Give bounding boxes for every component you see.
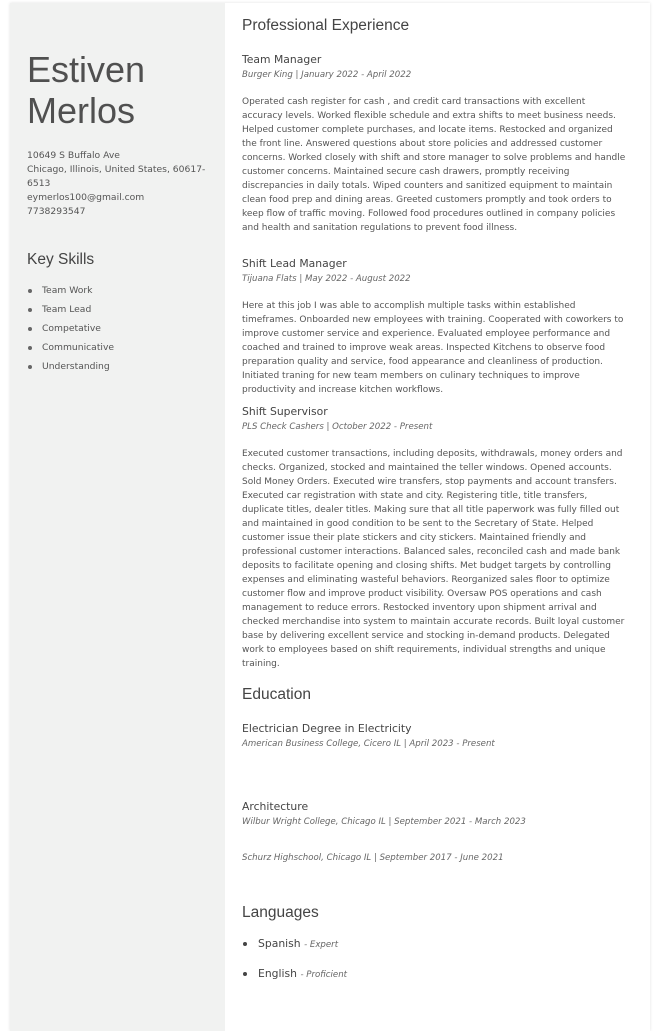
job-entry	[242, 53, 628, 235]
languages-list	[242, 937, 347, 997]
job-meta: Tijuana Flats | May 2022 - August 2022	[242, 274, 411, 284]
experience-title: Professional Experience	[242, 17, 410, 34]
phone: 7738293547	[27, 206, 86, 217]
languages-title: Languages	[242, 904, 319, 921]
sidebar	[10, 3, 225, 1031]
education-title-text: Architecture	[242, 800, 309, 813]
language-item	[242, 967, 347, 997]
candidate-name	[27, 49, 145, 131]
skill-item: Communicative	[27, 342, 114, 361]
skill-item: Team Work	[27, 285, 114, 304]
language-level: - Expert	[304, 940, 339, 950]
job-entry	[242, 405, 628, 671]
address-line1: 10649 S Buffalo Ave	[27, 150, 120, 161]
skill-item: Understanding	[27, 361, 114, 380]
main-content	[225, 3, 650, 1031]
education-meta: Wilbur Wright College, Chicago IL | September 2021 - March 2023	[242, 817, 526, 827]
job-description: Here at this job I was able to accomplish multiple tasks within established timeframes. Onboarded new employees with training. Cooperated with coworkers to improve customer service and experience. Evaluated employee performance and coached and trained to improve weak areas. Inspected Kitchens to observe food preparation quality and service, food appearance and cleanliness of production. Initiated traning for new team members on culinary techniques to improve productivity and increase kitchen workflows.	[242, 301, 624, 395]
job-meta: PLS Check Cashers | October 2022 - Present	[242, 422, 433, 432]
language-level: - Proficient	[300, 970, 348, 980]
skills-title: Key Skills	[27, 251, 95, 268]
education-entry	[242, 800, 628, 828]
skill-item: Competative	[27, 323, 114, 342]
job-title: Shift Lead Manager	[242, 257, 347, 270]
skills-list	[27, 285, 114, 380]
job-title: Shift Supervisor	[242, 405, 328, 418]
education-title: Education	[242, 686, 311, 703]
education-title-text: Electrician Degree in Electricity	[242, 722, 412, 735]
resume-page	[10, 3, 650, 1031]
language-item	[242, 937, 347, 967]
education-entry	[242, 722, 628, 750]
job-title: Team Manager	[242, 53, 322, 66]
job-description: Executed customer transactions, including deposits, withdrawals, money orders and checks. Organized, stocked and maintained the teller windows. Opened accounts. Sold Money Orders. Executed wire transfers, stop payments and account transfers. Executed car registration with state and city. Registering title, title transfers, duplicate titles, dealer titles. Making sure that all title paperwork was fully filled out and maintained in good condition to be sent to the Secretary of State. Helped customer issue their plate stickers and city stickers. Maintained friendly and professional customer interactions. Balanced sales, reconciled cash and made bank deposits to facilitate opening and closing shifts. Met budget targets by controlling expenses and eliminating wasteful behaviors. Reorganized sales floor to optimize customer flow and improve product visibility. Oversaw POS operations and cash management to reduce errors. Restocked inventory upon shipment arrival and checked merchandise into system to maintain accurate records. Built loyal customer base by delivering excellent service and stocking in-demand products. Delegated work to employees based on shift requirements, individual strengths and unique training.	[242, 449, 625, 669]
job-entry	[242, 257, 628, 397]
job-description: Operated cash register for cash , and credit card transactions with excellent accuracy levels. Worked flexible schedule and extra shifts to meet business needs. Helped customer complete purchases, and locate items. Restocked and organized the front line. Answered questions about store policies and addressed customer concerns. Worked closely with shift and store manager to solve problems and handle customer concerns. Maintained secure cash drawers, promptly receiving discrepancies in daily totals. Wiped counters and sanitized equipment to maintain clean food prep and dining areas. Greeted customers promptly and took orders to keep flow of traffic moving. Followed food procedures outlined in company policies and health and sanitation regulations to prevent food illness.	[242, 97, 626, 233]
address-line2: Chicago, Illinois, United States, 60617-6513	[27, 164, 206, 189]
education-meta: Schurz Highschool, Chicago IL | September 2017 - June 2021	[242, 853, 504, 863]
first-name: Estiven	[27, 49, 146, 90]
skill-item: Team Lead	[27, 304, 114, 323]
contact-info	[27, 149, 207, 219]
education-entry	[242, 850, 628, 864]
language-name: Spanish	[258, 937, 301, 950]
last-name: Merlos	[27, 90, 136, 131]
language-name: English	[258, 967, 297, 980]
email: eymerlos100@gmail.com	[27, 192, 145, 203]
education-meta: American Business College, Cicero IL | April 2023 - Present	[242, 739, 495, 749]
job-meta: Burger King | January 2022 - April 2022	[242, 70, 412, 80]
